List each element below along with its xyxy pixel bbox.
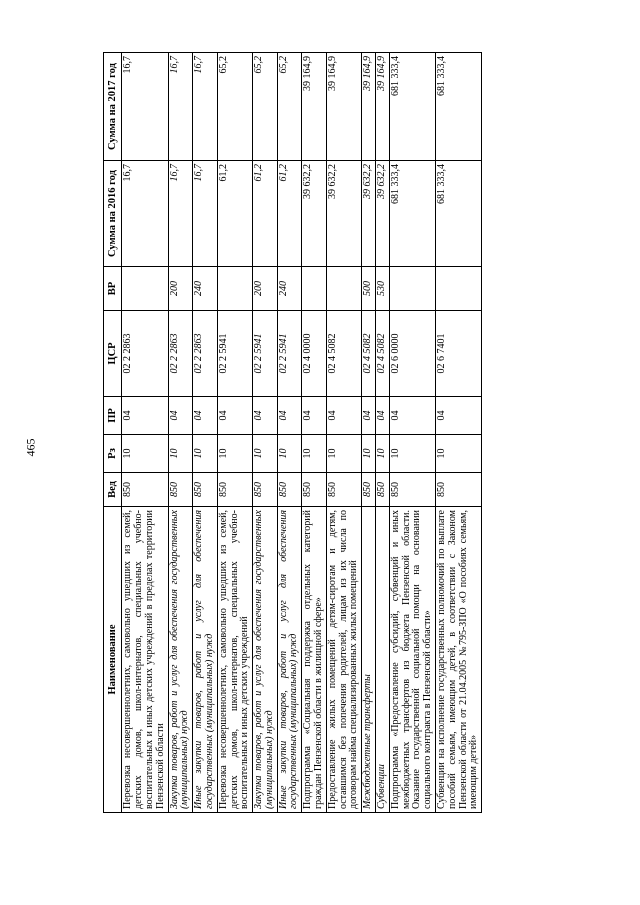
cell-sum-2017: 16,7 [122,53,168,161]
cell-sum-2017: 16,7 [168,53,193,161]
cell-sum-2016: 61,2 [217,161,252,267]
cell-sum-2017: 39 164,9 [376,53,390,161]
cell-pr: 04 [193,397,218,435]
cell-pr: 04 [168,397,193,435]
rotated-table-container [103,53,563,813]
cell-ved: 850 [389,473,435,507]
cell-name: Субвенции на исполнение государственных полномочий по выплате пособий семьям, имеющим детей, в соответствии с Законом Пензенской области от 21.04.2005 №795-ЗПО «О пособиях семьям, имеющим детей» [436,507,482,813]
page-number: 465 [23,438,38,457]
cell-sum-2017: 65,2 [217,53,252,161]
cell-vr: 240 [193,267,218,311]
cell-sum-2016: 39 632,2 [376,161,390,267]
cell-rz: 10 [376,435,390,473]
cell-sum-2016: 16,7 [193,161,218,267]
cell-rz: 10 [389,435,435,473]
cell-name: Подпрограмма «Социальная поддержка отдельных категорий граждан Пензенской области в жилищной сфере» [302,507,327,813]
cell-name: Перевозка несовершеннолетних, самовольно ушедших из семей, детских домов, школ-интернатов, специальных учебно-воспитательных и иных детских учреждений в пределах территории Пензенской области [122,507,168,813]
cell-ved: 850 [168,473,193,507]
cell-name: Межбюджетные трансферты [362,507,376,813]
column-header-name: Наименование [104,507,122,813]
cell-pr: 04 [122,397,168,435]
cell-ved: 850 [302,473,327,507]
cell-csr: 02 4 0000 [302,311,327,397]
cell-vr: 500 [362,267,376,311]
cell-pr: 04 [277,397,302,435]
table-row [168,53,193,813]
table-row [436,53,482,813]
cell-vr: 530 [376,267,390,311]
cell-rz: 10 [362,435,376,473]
column-header-pr: ПР [104,397,122,435]
cell-pr: 04 [436,397,482,435]
cell-sum-2016: 39 632,2 [302,161,327,267]
cell-sum-2016: 681 333,4 [389,161,435,267]
cell-csr: 02 6 7401 [436,311,482,397]
cell-sum-2016: 39 632,2 [362,161,376,267]
cell-csr: 02 4 5082 [376,311,390,397]
cell-csr: 02 2 5941 [217,311,252,397]
column-header-sum-2016: Сумма на 2016 год [104,161,122,267]
cell-pr: 04 [253,397,278,435]
cell-name: Иные закупки товаров, работ и услуг для обеспечения государственных (муниципальных) нужд [277,507,302,813]
cell-pr: 04 [217,397,252,435]
cell-csr: 02 2 5941 [277,311,302,397]
cell-rz: 10 [326,435,361,473]
column-header-sum-2017: Сумма на 2017 год [104,53,122,161]
cell-ved: 850 [193,473,218,507]
table-row [376,53,390,813]
cell-rz: 10 [168,435,193,473]
cell-csr: 02 2 2863 [193,311,218,397]
cell-sum-2016: 16,7 [122,161,168,267]
cell-rz: 10 [217,435,252,473]
cell-ved: 850 [326,473,361,507]
cell-pr: 04 [302,397,327,435]
cell-rz: 10 [193,435,218,473]
cell-ved: 850 [253,473,278,507]
cell-name: Перевозка несовершеннолетних, самовольно ушедших из семей, детских домов, школ-интернатов, специальных учебно-воспитательных и иных детских учреждений [217,507,252,813]
cell-sum-2016: 681 333,4 [436,161,482,267]
table-row [326,53,361,813]
cell-vr [302,267,327,311]
cell-vr [217,267,252,311]
cell-vr: 200 [168,267,193,311]
budget-table [103,52,482,813]
column-header-vr: ВР [104,267,122,311]
cell-name: Закупка товаров, работ и услуг для обеспечения государственных (муниципальных) нужд [168,507,193,813]
column-header-rz: Рз [104,435,122,473]
cell-name: Закупка товаров, работ и услуг для обеспечения государственных (муниципальных) нужд [253,507,278,813]
cell-rz: 10 [122,435,168,473]
cell-rz: 10 [277,435,302,473]
cell-name: Предоставление жилых помещений детям-сиротам и детям, оставшимся без попечения родителей, лицам из их числа по договорам найма специализированных жилых помещений [326,507,361,813]
cell-sum-2017: 39 164,9 [326,53,361,161]
cell-csr: 02 2 2863 [168,311,193,397]
cell-vr [122,267,168,311]
cell-ved: 850 [376,473,390,507]
cell-csr: 02 4 5082 [326,311,361,397]
cell-ved: 850 [277,473,302,507]
cell-sum-2016: 16,7 [168,161,193,267]
cell-vr: 240 [277,267,302,311]
cell-csr: 02 2 5941 [253,311,278,397]
cell-ved: 850 [362,473,376,507]
cell-ved: 850 [436,473,482,507]
cell-sum-2017: 39 164,9 [302,53,327,161]
cell-ved: 850 [122,473,168,507]
cell-name: Иные закупки товаров, работ и услуг для обеспечения государственных (муниципальных) нужд [193,507,218,813]
table-row [389,53,435,813]
cell-pr: 04 [326,397,361,435]
cell-sum-2017: 16,7 [193,53,218,161]
table-row [302,53,327,813]
table-row [193,53,218,813]
cell-csr: 02 6 0000 [389,311,435,397]
cell-vr [436,267,482,311]
column-header-csr: ЦСР [104,311,122,397]
cell-vr [389,267,435,311]
cell-pr: 04 [362,397,376,435]
table-row [122,53,168,813]
cell-csr: 02 4 5082 [362,311,376,397]
cell-sum-2016: 39 632,2 [326,161,361,267]
cell-name: Субвенции [376,507,390,813]
cell-ved: 850 [217,473,252,507]
cell-sum-2017: 39 164,9 [362,53,376,161]
cell-csr: 02 2 2863 [122,311,168,397]
cell-rz: 10 [302,435,327,473]
cell-pr: 04 [376,397,390,435]
table-row [362,53,376,813]
cell-pr: 04 [389,397,435,435]
cell-sum-2017: 681 333,4 [436,53,482,161]
cell-vr [326,267,361,311]
table-row [253,53,278,813]
column-header-ved: Вед [104,473,122,507]
cell-sum-2017: 65,2 [253,53,278,161]
cell-sum-2017: 65,2 [277,53,302,161]
table-row [217,53,252,813]
table-row [277,53,302,813]
table-header-row [104,53,122,813]
cell-sum-2016: 61,2 [277,161,302,267]
cell-rz: 10 [253,435,278,473]
cell-name: Подпрограмма «Предоставление субсидий, субвенций и иных межбюджетных трансфертов из бюджета Пензенской области. Оказание государственной социальной помощи на основании социального контракта в Пензенской области» [389,507,435,813]
cell-sum-2017: 681 333,4 [389,53,435,161]
cell-rz: 10 [436,435,482,473]
cell-vr: 200 [253,267,278,311]
cell-sum-2016: 61,2 [253,161,278,267]
